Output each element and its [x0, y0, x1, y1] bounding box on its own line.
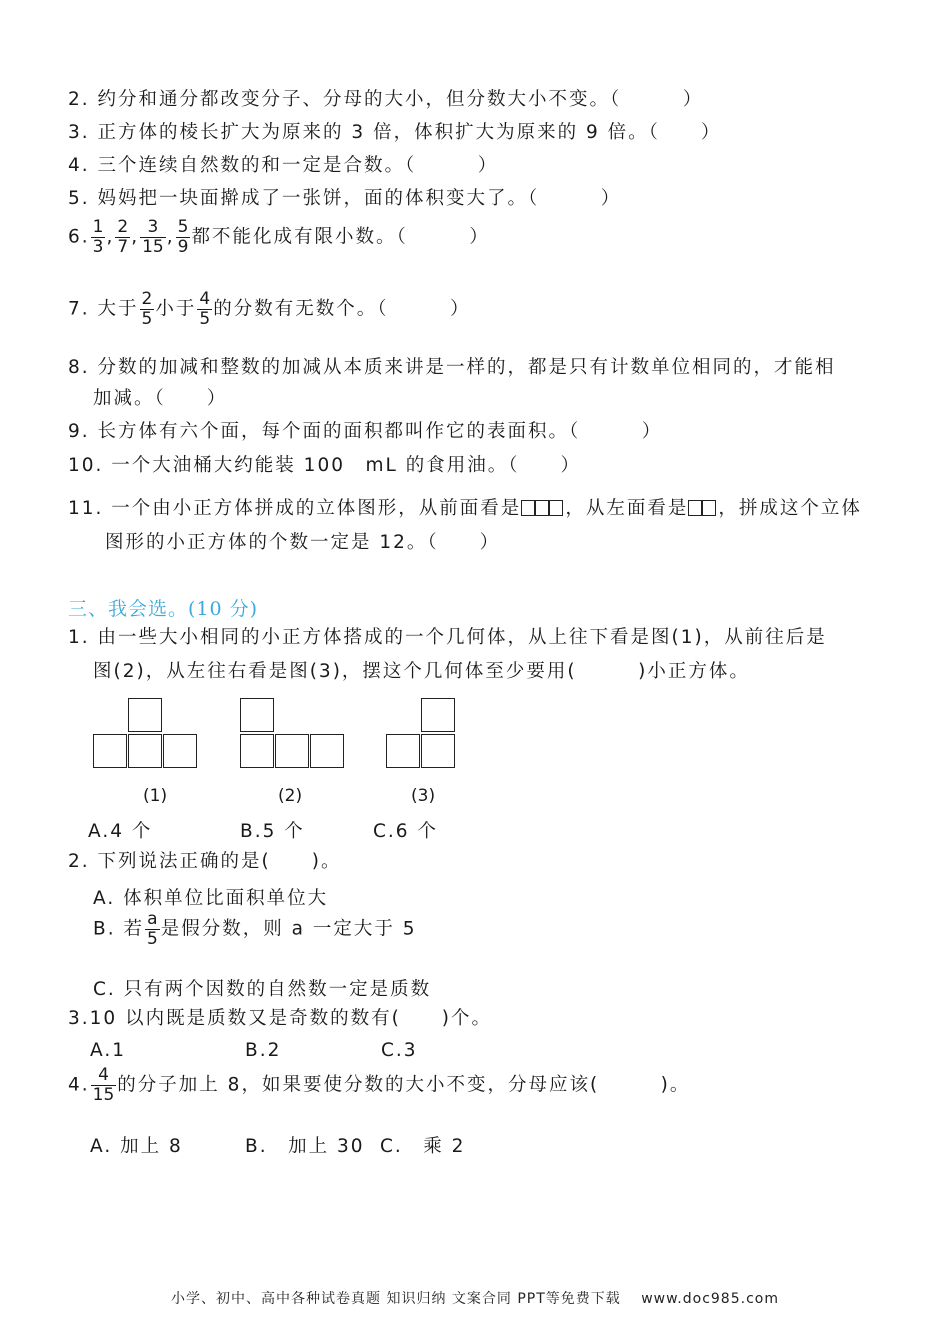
q7-suffix: 的分数有无数个。（ ） — [213, 298, 471, 320]
choice-4 — [68, 1066, 690, 1105]
c3-option-c: C.3 — [381, 1040, 418, 1061]
q11-part3: ，拼成这个立体 — [718, 498, 862, 519]
c3-option-a: A.1 — [90, 1040, 126, 1061]
c2-option-c: C. 只有两个因数的自然数一定是质数 — [93, 979, 432, 1000]
c4-prefix: 4. — [68, 1074, 90, 1096]
figure-3-caption: (3) — [411, 786, 436, 806]
left-view-grid-icon — [688, 500, 718, 518]
question-4: 4. 三个连续自然数的和一定是合数。（ ） — [68, 155, 499, 176]
question-9: 9. 长方体有六个面，每个面的面积都叫作它的表面积。（ ） — [68, 421, 663, 442]
question-2: 2. 约分和通分都改变分子、分母的大小，但分数大小不变。（ ） — [68, 89, 704, 110]
q7-mid: 小于 — [155, 298, 197, 320]
section-heading: 三、我会选。(10 分) — [68, 598, 259, 620]
figure-2-caption: (2) — [278, 786, 303, 806]
choice-2: 2. 下列说法正确的是( )。 — [68, 851, 342, 872]
fraction: $\frac{a}{5}$ — [146, 909, 158, 949]
question-5: 5. 妈妈把一块面擀成了一张饼，面的体积变大了。（ ） — [68, 188, 622, 209]
fraction: $\frac{4}{5}$ — [199, 289, 211, 329]
c2-option-b — [93, 910, 417, 949]
fraction: $\frac{2}{7}$ — [117, 217, 129, 257]
c2b-suffix: 是假分数，则 a 一定大于 5 — [160, 918, 417, 940]
question-3: 3. 正方体的棱长扩大为原来的 3 倍，体积扩大为原来的 9 倍。（ ） — [68, 122, 722, 143]
figure-1-grid — [93, 698, 203, 772]
q6-prefix: 6. — [68, 226, 90, 248]
fraction: $\frac{2}{5}$ — [141, 289, 153, 329]
fraction: $\frac{1}{3}$ — [92, 217, 104, 257]
choice-1-line2: 图(2)，从左往右看是图(3)，摆这个几何体至少要用( )小正方体。 — [93, 661, 750, 682]
q6-suffix: 都不能化成有限小数。（ ） — [191, 226, 490, 248]
q11-part2: ，从左面看是 — [565, 498, 689, 519]
choice-3: 3.10 以内既是质数又是奇数的数有( )个。 — [68, 1008, 493, 1029]
question-8-line2: 加减。（ ） — [93, 388, 228, 409]
c4-option-b: B. 加上 30 — [245, 1136, 365, 1157]
fraction: $\frac{4}{15}$ — [92, 1065, 115, 1105]
figure-3-grid — [386, 698, 461, 772]
c1-option-b: B.5 个 — [240, 821, 305, 842]
fraction: $\frac{3}{15}$ — [142, 217, 164, 257]
figure-1-caption: (1) — [143, 786, 168, 806]
question-8-line1: 8. 分数的加减和整数的加减从本质来讲是一样的，都是只有计数单位相同的，才能相 — [68, 357, 836, 378]
c4-option-a: A. 加上 8 — [90, 1136, 183, 1157]
c3-option-b: B.2 — [245, 1040, 282, 1061]
q7-prefix: 7. 大于 — [68, 298, 139, 320]
choice-1-line1: 1. 由一些大小相同的小正方体搭成的一个几何体，从上往下看是图(1)，从前往后是 — [68, 627, 827, 648]
question-11-line2: 图形的小正方体的个数一定是 12。（ ） — [105, 532, 501, 553]
question-6: 6. $\frac{1}{3}$ , $\frac{2}{7}$ , $\frac{3}{15}$ , $\frac{5}{9}$ 都不能化成有限小数。（ ） — [68, 217, 490, 257]
figure-2-grid — [240, 698, 350, 772]
footer-text: 小学、初中、高中各种试卷真题 知识归纳 文案合同 PPT等免费下载 www.doc985.com — [171, 1291, 779, 1307]
question-7 — [68, 290, 470, 329]
c4-option-c: C. 乘 2 — [380, 1136, 466, 1157]
c2-option-a: A. 体积单位比面积单位大 — [93, 888, 329, 909]
front-view-grid-icon — [521, 500, 565, 518]
fraction: $\frac{5}{9}$ — [177, 217, 189, 257]
question-11-line1 — [68, 497, 862, 521]
question-10: 10. 一个大油桶大约能装 100 mL 的食用油。（ ） — [68, 455, 581, 476]
c1-option-a: A.4 个 — [88, 821, 153, 842]
c1-option-c: C.6 个 — [373, 821, 438, 842]
q11-part1: 11. 一个由小正方体拼成的立体图形，从前面看是 — [68, 498, 522, 519]
c4-suffix: 的分子加上 8，如果要使分数的大小不变，分母应该( )。 — [117, 1074, 691, 1096]
c2b-prefix: B. 若 — [93, 918, 144, 940]
